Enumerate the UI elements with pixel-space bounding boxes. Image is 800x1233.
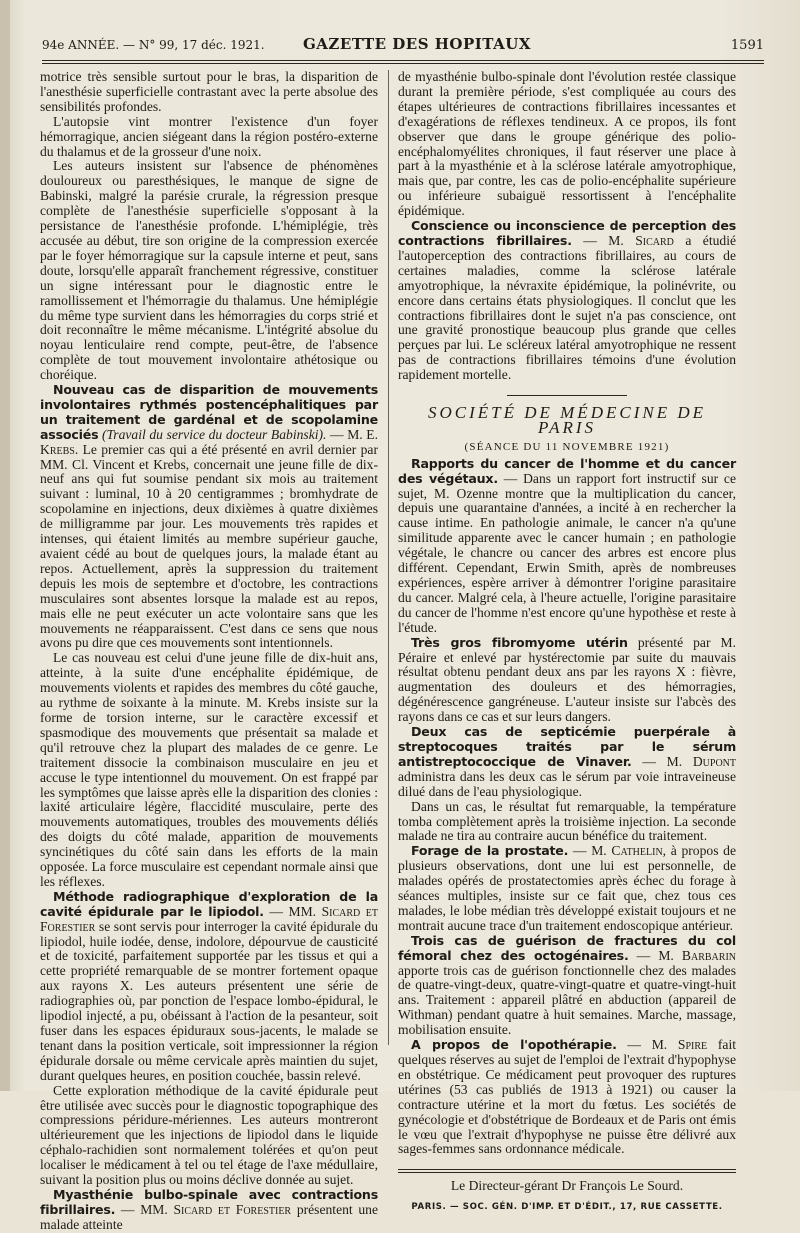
- page-binding-edge: [0, 0, 10, 1091]
- article-paragraph: Deux cas de septicémie puerpérale à streptocoques traités par le sérum antistreptococcique de Vinaver. — M. Dupont administra dans les deux cas le sérum par voie intraveineuse dilué dans de l'eau physiologique.: [398, 724, 736, 799]
- article-heading: Nouveau cas de disparition de mouvements involontaires rythmés postencéphalitiques par un traitement de gardénal et de scopolamine associés: [40, 382, 378, 442]
- society-heading-block: [398, 395, 736, 455]
- article-paragraph: Forage de la prostate. — M. Cathelin, à propos de plusieurs observations, dont une lui est personnelle, de malades opérés de prostatectomies après échec du forage à séances multiples, insiste sur ce fait que, chez tous ces malades, le lobe médian très développé existait toujours et ne montrait aucune trace d'un traitement endoscopique antérieur.: [398, 843, 737, 933]
- right-column: [398, 70, 736, 1215]
- society-rule: [507, 395, 627, 396]
- article-heading: Très gros fibromyome utérin: [411, 634, 628, 650]
- page-header: [42, 35, 764, 58]
- article-paragraph: Méthode radiographique d'exploration de la cavité épidurale par le lipiodol. — MM. Sicard et Forestier se sont servis pour interroger la cavité épidurale du lipiodol, huile iodée, dense, indolore, dépourvue de causticité et de toxicité, parfaitement supportée par les tissus et qui a cette propriété remarquable de se montrer fortement opaque aux rayons X. Les auteurs présentent une série de radiographies où, par ponction de l'espace lombo-épidural, le lipodiol injecté, a pu, obéissant à l'action de la pesanteur, soit fuser dans les espaces épiduraux sous-jacents, le malade se tenant dans la position verticale, soit impressionner la région épidurale dorsale ou même cervicale après maintien du sujet, durant quelques heures, en position couchée, bassin relevé.: [40, 888, 378, 1083]
- article-author: M. Cathelin,: [591, 843, 667, 859]
- article-body: Le premier cas qui a été présenté en avril dernier par MM. Cl. Vincent et Krebs, concernait une jeune fille de dix-neuf ans qui fut soumise pendant six mois au traitement suivant : luminal, 10 à 20 centigrammes ; bromhydrate de scopolamine en injections, deux dixièmes à quatre dixièmes de milligramme par jour. Les mouvements très rapides et intenses, qui étaient limités au membre supérieur gauche, avaient cédé au bout de quelques jours, la malade étant au repos. Actuellement, après la suppression du traitement depuis les mois de septembre et d'octobre, les contractions musculaires sont absentes lorsque la malade est au repos, mais elle ne peut exécuter un acte volontaire sans que les mouvements ne réapparaissent. C'est dans ce sens que nous avons pu dire que ces mouvements sont intentionnels.: [40, 441, 378, 651]
- article-citation: (Travail du service du docteur Babinski).: [101, 426, 327, 442]
- article-paragraph: A propos de l'opothérapie. — M. Spire fait quelques réserves au sujet de l'emploi de l'extrait d'hypophyse en obstétrique. Ce médicament peut provoquer des ruptures utérines (53 cas publiés de 1913 à 1921) ou causer la contracture utérine et la mort du fœtus. Les sociétés de gynécologie et d'obstétrique de Bordeaux et de Paris ont émis le vœu que l'extrait d'hypophyse ne puisse être délivré aux sages-femmes sans ordonnance médicale.: [398, 1037, 737, 1157]
- article-heading: Conscience ou inconscience de perception des contractions fibrillaires.: [398, 218, 736, 248]
- paragraph: de myasthénie bulbo-spinale dont l'évolution restée classique durant la première période, s'est compliquée au cours des étapes ultérieures de contractions fibrillaires incessantes et d'exagérations de réflexes tendineux. A ce propos, ils font observer que dans le groupe générique des polio-encéphalomyélites chroniques, il faut réserver une place à part à la myasthénie et à la sclérose latérale amyotrophique, mais que, par contre, les cas de polio-encéphalite supérieure ou inférieure subaiguë ressortissent à l'encéphalite épidémique.: [398, 69, 736, 219]
- article-paragraph: Trois cas de guérison de fractures du col fémoral chez des octogénaires. — M. Barbarin apporte trois cas de guérison fonctionnelle chez des malades de quatre-vingt-deux, quatre-vingt-quatre et quatre-vingt-huit ans. Traitement : appareil plâtré en abduction (appareil de Withman) pendant quatre à huit semaines. Marche, massage, mobilisation ensuite.: [398, 932, 736, 1038]
- article-heading: Deux cas de septicémie puerpérale à streptocoques traités par le sérum antistreptococcique de Vinaver.: [398, 724, 736, 769]
- column-divider: [388, 70, 389, 1045]
- article-body: apporte trois cas de guérison fonctionnelle chez des malades de quatre-vingt-deux, quatre-vingt-quatre et quatre-vingt-huit ans. Traitement : appareil plâtré en abduction (appareil de Withman) pendant quatre à huit semaines. Marche, massage, mobilisation ensuite.: [398, 962, 736, 1038]
- article-body: se sont servis pour interroger la cavité épidurale du lipiodol, huile iodée, dense, indolore, dépourvue de causticité et de toxicité, parfaitement supportée par les tissus et qui a cette propriété remarquable de se montrer fortement opaque aux rayons X. Les auteurs présentent une série de radiographies où, par ponction de l'espace lombo-épidural, le lipodiol injecté, a pu, obéissant à l'action de la pesanteur, soit fuser dans les espaces épiduraux sous-jacents, le malade se tenant dans la position verticale, soit impressionner la région épidurale dorsale ou même cervicale après maintien du sujet, durant quelques heures, en position couchée, bassin relevé.: [40, 918, 378, 1083]
- article-author: MM. Sicard et Forestier: [40, 903, 378, 934]
- article-author: M. Sicard: [608, 232, 674, 248]
- header-rule: [42, 60, 764, 61]
- journal-title: GAZETTE DES HOPITAUX: [302, 35, 531, 53]
- article-author: M. E. Krebs.: [40, 426, 378, 457]
- header-rule-double: [42, 63, 764, 64]
- article-body: présenté par M. Péraire et enlevé par hystérectomie par suite du mauvais résultat obtenu pendant deux ans par les rayons X : fièvre, augmentation des douleurs et des hémorragies, dégénérescence gangréneuse. L'auteur insiste sur l'abcès des rayons dans ce cas et sur leurs dangers.: [398, 634, 736, 725]
- paragraph: Les auteurs insistent sur l'absence de phénomènes douloureux ou paresthésiques, le manque de signe de Babinski, malgré la parésie crurale, la régression presque complète de l'anesthésie superficielle s'opposant à la persistance de l'anesthésie profonde. L'hémiplégie, très accusée au début, tire son origine de la compression exercée par le foyer hémorragique sur la capsule interne et peut, sans doute, lorsqu'elle apparaît franchement régressive, constituer un signe intéressant pour le diagnostic entre le ramollissement et l'hémorragie du thalamus. Une hémiplégie du même type survient dans les hémorragies du corps strié et doit reconnaître le même mécanisme. L'intégrité absolue du noyau lenticulaire rend compte, peut-être, de l'absence complète de tout mouvement involontaire athétosique ou choréique.: [40, 158, 378, 383]
- article-body: à propos de plusieurs observations, dont une lui est personnelle, de malades opérés de prostatectomies après échec du forage à séances multiples, insiste sur ce fait que, chez tous ces malades, le lobe médian très développé existait toujours et ne montrait aucune trace d'un traitement endoscopique antérieur.: [398, 843, 737, 933]
- article-author: M. Dupont: [666, 753, 736, 769]
- article-author: M. Spire: [651, 1037, 708, 1053]
- director-line: Le Directeur-gérant Dr François Le Sourd.: [450, 1178, 684, 1194]
- article-author: MM. Sicard et Forestier: [140, 1201, 292, 1217]
- footer-rule: [398, 1169, 736, 1170]
- paragraph: Dans un cas, le résultat fut remarquable, la température tomba complètement après la troisième injection. La seconde malade ne tira au contraire aucun bénéfice du traitement.: [398, 798, 736, 844]
- society-title: SOCIÉTÉ DE MÉDECINE DE PARIS: [427, 403, 706, 437]
- article-author: M. Barbarin: [658, 947, 736, 963]
- page-number: 1591: [730, 38, 764, 53]
- article-heading: Trois cas de guérison de fractures du col fémoral chez des octogénaires.: [398, 932, 736, 963]
- society-session: (SÉANCE DU 11 NOVEMBRE 1921): [464, 440, 670, 453]
- article-body: Dans un rapport fort instructif sur ce sujet, M. Ozenne montre que la multiplication du cancer, depuis une quarantaine d'années, a incité à en rechercher la cause intime. En pathologie animale, le cancer n'a qu'une similitude apparente avec le cancer humain ; en pathologie végétale, le chancre ou cancer des arbres est encore plus différent. Cependant, Erwin Smith, après de nombreuses expériences, espère arriver à démontrer l'origine parasitaire du cancer. Malgré cela, à l'heure actuelle, l'origine parasitaire du cancer de l'homme n'est encore qu'une hypothèse et reste à l'étude.: [398, 470, 736, 635]
- article-paragraph: Myasthénie bulbo-spinale avec contractions fibrillaires. — MM. Sicard et Forestier présentent une malade atteinte: [40, 1186, 378, 1232]
- article-paragraph: Rapports du cancer de l'homme et du cancer des végétaux. — Dans un rapport fort instructif sur ce sujet, M. Ozenne montre que la multiplication du cancer, depuis une quarantaine d'années, a incité à en rechercher la cause intime. En pathologie animale, le cancer n'a qu'une similitude apparente avec le cancer humain ; en pathologie végétale, le chancre ou cancer des arbres est encore plus différent. Cependant, Erwin Smith, après de nombreuses expériences, espère arriver à démontrer l'origine parasitaire du cancer. Malgré cela, à l'heure actuelle, l'origine parasitaire du cancer de l'homme n'est encore qu'une hypothèse et reste à l'étude.: [398, 455, 736, 635]
- issue-line: 94e ANNÉE. — N° 99, 17 déc. 1921.: [42, 38, 265, 52]
- article-paragraph: Conscience ou inconscience de perception des contractions fibrillaires. — M. Sicard a étudié l'autoperception des contractions fibrillaires, au cours de certaines maladies, comme la sclérose latérale amyotrophique, la névraxite épidémique, la polinévrite, ou encore dans certains états physiologiques. Il conclut que les contractions fibrillaires dont le sujet n'a pas conscience, ont une gravité pronostique beaucoup plus grande que celles perçues par lui. Le scléreux latéral amyotrophique ne ressent pas de contractions fibrillaires témoins d'une évolution rapidement mortelle.: [398, 218, 737, 383]
- paragraph: Le cas nouveau est celui d'une jeune fille de dix-huit ans, atteinte, à la suite d'une encéphalite épidémique, de mouvements violents et rapides des membres du côté gauche, au rythme de soixante à la minute. M. Krebs insiste sur la forme de torsion interne, sur le caractère excessif et spasmodique des mouvements que présentait sa malade et qu'il retrouve chez la plupart des malades de ce genre. Le traitement dissocie la combinaison musculaire en jeu et accuse le type intentionnel du mouvement. On est frappé par les symptômes que laisse après elle la disparition des clonies : laxité articulaire légère, flaccidité musculaire, perte des mouvements automatiques, troubles des mouvements déliés des doigts du côté malade, apparition de mouvements syncinétiques du côté sain dans les efforts de la main opposée. La force musculaire est cependant normale ainsi que les réflexes.: [40, 650, 378, 889]
- article-heading: Forage de la prostate.: [411, 843, 569, 859]
- paragraph: motrice très sensible surtout pour le bras, la disparition de l'anesthésie superficielle contrastant avec la perte absolue des sensibilités profondes.: [40, 69, 378, 114]
- article-paragraph: [398, 636, 736, 725]
- article-heading: A propos de l'opothérapie.: [411, 1037, 617, 1053]
- article-heading: Méthode radiographique d'exploration de la cavité épidurale par le lipiodol.: [40, 888, 378, 919]
- printer-line: PARIS. — SOC. GÉN. D'IMP. ET D'ÉDIT., 17, RUE CASSETTE.: [411, 1202, 723, 1213]
- article-heading: Myasthénie bulbo-spinale avec contractions fibrillaires.: [40, 1186, 378, 1217]
- left-column: [40, 70, 378, 1233]
- article-body: a étudié l'autoperception des contractions fibrillaires, au cours de certaines maladies, comme la sclérose latérale amyotrophique, la névraxite épidémique, la polinévrite, ou encore dans certains états physiologiques. Il conclut que les contractions fibrillaires dont le sujet n'a pas conscience, ont une gravité pronostique beaucoup plus grande que celles perçues par lui. Le scléreux latéral amyotrophique ne ressent pas de contractions fibrillaires témoins d'une évolution rapidement mortelle.: [398, 232, 737, 383]
- paragraph: Cette exploration méthodique de la cavité épidurale peut être utilisée avec succès pour le diagnostic topographique des compressions péridure-mériennes. Les auteurs montreront ultérieurement que les injections de lipiodol dans le liquide céphalo-rachidien sont normalement tolérées et qu'on peut localiser le médicament à tel ou tel étage de l'axe médullaire, suivant la position plus ou moins déclive donnée au sujet.: [40, 1082, 378, 1188]
- article-heading: Rapports du cancer de l'homme et du cancer des végétaux.: [398, 455, 736, 486]
- paragraph: L'autopsie vint montrer l'existence d'un foyer hémorragique, ancien siégeant dans la région postéro-externe du thalamus et de la grosseur d'une noix.: [40, 113, 378, 159]
- article-paragraph: Nouveau cas de disparition de mouvements involontaires rythmés postencéphalitiques par un traitement de gardénal et de scopolamine associés (Travail du service du docteur Babinski). — M. E. Krebs. Le premier cas qui a été présenté en avril dernier par MM. Cl. Vincent et Krebs, concernait une jeune fille de dix-neuf ans qui fut soumise pendant six mois au traitement suivant : luminal, 10 à 20 centigrammes ; bromhydrate de scopolamine en injections, deux dixièmes à quatre dixièmes de milligramme par jour. Les mouvements très rapides et intenses, qui étaient limités au membre supérieur gauche, avaient cédé au bout de quelques jours, la malade étant au repos. Actuellement, après la suppression du traitement depuis les mois de septembre et d'octobre, les contractions musculaires sont absentes lorsque la malade est au repos, mais elle ne peut exécuter un acte volontaire sans que les mouvements ne réapparaissent. C'est dans ce sens que nous avons pu dire que ces mouvements sont intentionnels.: [40, 382, 378, 651]
- article-body: présentent une malade atteinte: [40, 1201, 378, 1232]
- article-body: fait quelques réserves au sujet de l'emploi de l'extrait d'hypophyse en obstétrique. Ce médicament peut provoquer des ruptures utérines (53 cas publiés de 1913 à 1921) ou causer la contracture utérine et la mort du fœtus. Les sociétés de gynécologie et d'obstétrique de Bordeaux et de Paris ont émis le vœu que l'extrait d'hypophyse ne puisse être délivré aux sages-femmes sans ordonnance médicale.: [398, 1037, 737, 1157]
- footer-rule-double: [398, 1172, 736, 1173]
- article-body: administra dans les deux cas le sérum par voie intraveineuse dilué dans de l'eau physiologique.: [398, 768, 736, 799]
